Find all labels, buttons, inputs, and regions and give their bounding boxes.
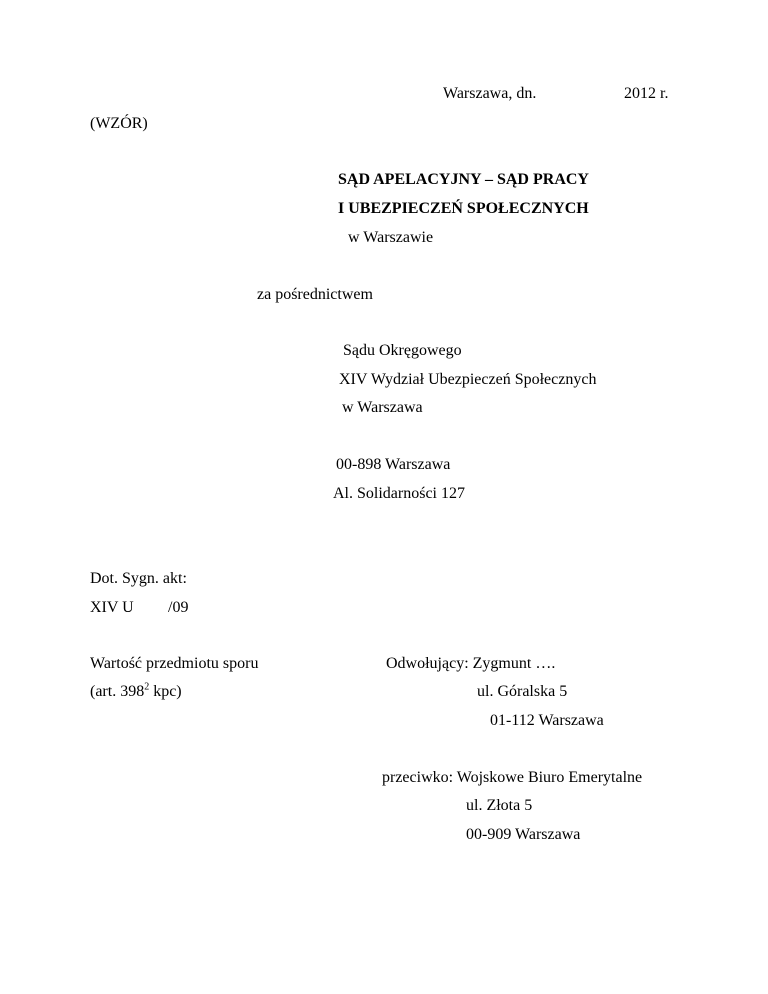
template-label: (WZÓR) xyxy=(90,115,148,132)
court-line-1: SĄD APELACYJNY – SĄD PRACY xyxy=(338,171,589,188)
case-prefix: XIV U xyxy=(90,599,134,616)
year: 2012 r. xyxy=(624,85,669,102)
via-division: XIV Wydział Ubezpieczeń Społecznych xyxy=(339,371,597,388)
case-suffix: /09 xyxy=(168,599,189,616)
respondent-label: przeciwko: Wojskowe Biuro Emerytalne xyxy=(382,769,643,786)
court-line-2: I UBEZPIECZEŃ SPOŁECZNYCH xyxy=(338,200,589,217)
dispute-article-suffix: kpc) xyxy=(149,683,182,700)
dispute-label: Wartość przedmiotu sporu xyxy=(90,655,259,672)
via-postal: 00-898 Warszawa xyxy=(336,456,451,473)
dispute-article-sup: 2 xyxy=(144,681,150,693)
respondent-city: 00-909 Warszawa xyxy=(466,826,581,843)
dispute-article-prefix: (art. 398 xyxy=(90,683,145,700)
via-street: Al. Solidarności 127 xyxy=(333,485,465,502)
via-court-name: Sądu Okręgowego xyxy=(343,342,462,359)
place-date: Warszawa, dn. xyxy=(443,85,537,102)
appellant-label: Odwołujący: Zygmunt …. xyxy=(386,655,556,672)
via-label: za pośrednictwem xyxy=(257,286,373,303)
appellant-city: 01-112 Warszawa xyxy=(490,712,604,729)
respondent-street: ul. Złota 5 xyxy=(466,797,533,814)
court-city: w Warszawie xyxy=(348,229,434,246)
dispute-article xyxy=(90,681,182,700)
via-city: w Warszawa xyxy=(342,399,423,416)
case-label: Dot. Sygn. akt: xyxy=(90,570,187,587)
appellant-street: ul. Góralska 5 xyxy=(477,683,568,700)
